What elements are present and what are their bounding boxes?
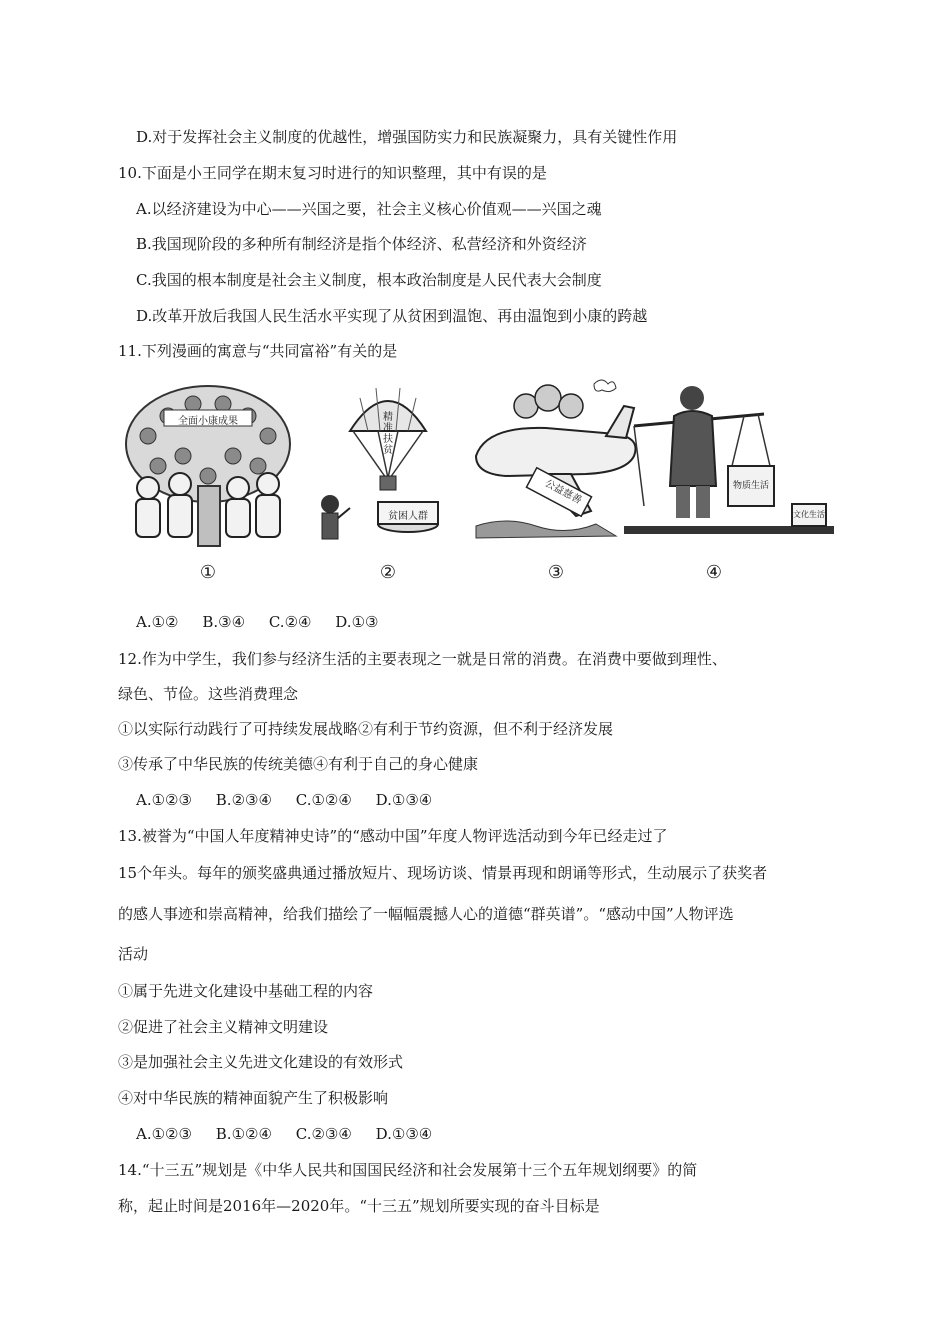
q12-stem-line1: 12.作为中学生，我们参与经济生活的主要表现之一就是日常的消费。在消费中要做到理性、 [118, 650, 727, 668]
cartoon-4-label-left: 物质生活 [732, 481, 769, 491]
q14-stem-line2: 称，起止时间是2016年—2020年。“十三五”规划所要实现的奋斗目标是 [118, 1197, 600, 1215]
q13-item-2: ②促进了社会主义精神文明建设 [118, 1018, 329, 1036]
plane-illustration [466, 376, 646, 556]
q10-option-a: A.以经济建设为中心——兴国之要，社会主义核心价值观——兴国之魂 [136, 200, 602, 218]
cartoon-3-label: 公益慈善 [542, 478, 584, 507]
carrying-pole-illustration [624, 376, 834, 556]
cartoon-1 [118, 376, 298, 586]
q12-item-1-2: ①以实际行动践行了可持续发展战略②有利于节约资源，但不利于经济发展 [118, 720, 614, 738]
q12-options: A.①②③ B.②③④ C.①②④ D.①③④ [136, 791, 433, 809]
q11-options: A.①② B.③④ C.②④ D.①③ [136, 613, 379, 631]
q13-stem-line3: 的感人事迹和崇高精神，给我们描绘了一幅幅震撼人心的道德“群英谱”。“感动中国”人物评选 [118, 905, 734, 923]
q13-stem-line2: 15个年头。每年的颁奖盛典通过播放短片、现场访谈、情景再现和朗诵等形式，生动展示了获奖者 [118, 864, 768, 882]
q13-item-1: ①属于先进文化建设中基础工程的内容 [118, 982, 374, 1000]
cartoon-3-number: ③ [547, 562, 565, 583]
q13-options: A.①②③ B.①②④ C.②③④ D.①③④ [136, 1125, 433, 1143]
cartoon-1-number: ① [199, 562, 217, 583]
cartoon-2-label-bottom: 贫困人群 [388, 511, 428, 522]
q11-stem: 11.下列漫画的寓意与“共同富裕”有关的是 [118, 342, 398, 360]
q11-cartoon-strip [118, 376, 838, 586]
cartoon-2-number: ② [379, 562, 397, 583]
cartoon-1-label: 全面小康成果 [178, 416, 238, 427]
q9-option-d: D.对于发挥社会主义制度的优越性，增强国防实力和民族凝聚力，具有关键性作用 [136, 128, 678, 146]
q12-stem-line2: 绿色、节俭。这些消费理念 [118, 685, 299, 703]
q10-option-c: C.我国的根本制度是社会主义制度，根本政治制度是人民代表大会制度 [136, 271, 602, 289]
q14-stem-line1: 14.“十三五”规划是《中华人民共和国国民经济和社会发展第十三个五年规划纲要》的简 [118, 1161, 698, 1179]
q10-stem: 10.下面是小王同学在期末复习时进行的知识整理，其中有误的是 [118, 164, 547, 182]
cartoon-4-label-right: 文化生活 [793, 510, 825, 519]
tree-illustration [118, 376, 298, 556]
q13-stem-line1: 13.被誉为“中国人年度精神史诗”的“感动中国”年度人物评选活动到今年已经走过了 [118, 827, 668, 845]
parachute-illustration [298, 376, 478, 556]
q13-stem-line4: 活动 [118, 945, 149, 963]
cartoon-4 [624, 376, 825, 586]
cartoon-2 [298, 376, 478, 586]
q10-option-d: D.改革开放后我国人民生活水平实现了从贫困到温饱、再由温饱到小康的跨越 [136, 307, 648, 325]
q13-item-4: ④对中华民族的精神面貌产生了积极影响 [118, 1089, 389, 1107]
cartoon-3 [466, 376, 646, 586]
q12-item-3-4: ③传承了中华民族的传统美德④有利于自己的身心健康 [118, 755, 479, 773]
q10-option-b: B.我国现阶段的多种所有制经济是指个体经济、私营经济和外资经济 [136, 235, 587, 253]
cartoon-4-number: ④ [705, 562, 723, 583]
cartoon-2-label-top: 精准扶贫 [383, 412, 393, 456]
q13-item-3: ③是加强社会主义先进文化建设的有效形式 [118, 1053, 404, 1071]
